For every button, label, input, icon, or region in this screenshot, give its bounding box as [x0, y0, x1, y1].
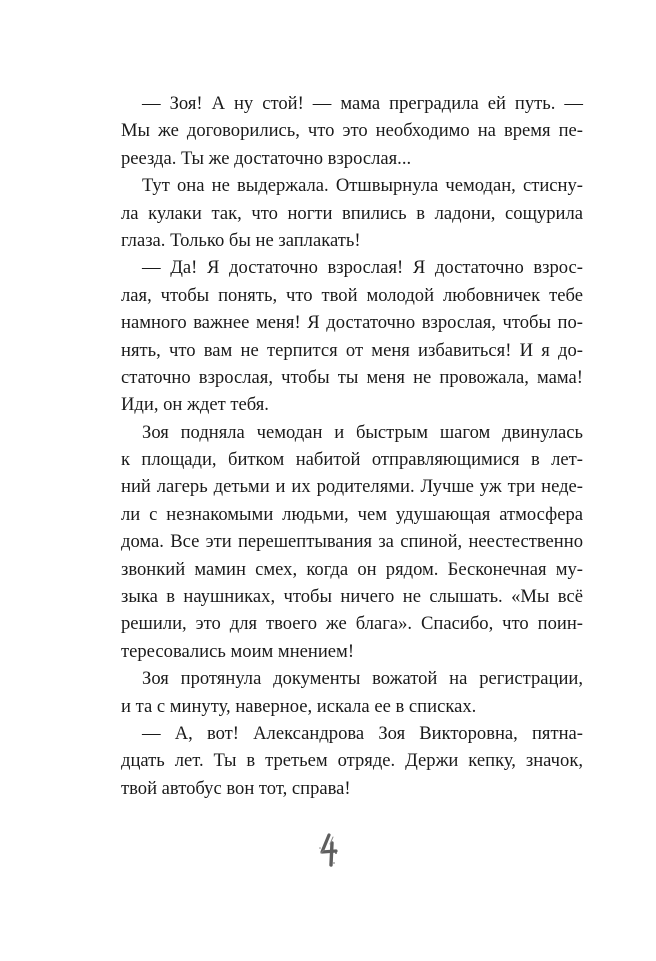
text-line: Зоя протянула документы вожатой на регистрации,: [142, 668, 583, 690]
text-line: лая, чтобы понять, что твой молодой любовничек тебе: [121, 284, 583, 306]
text-line: Иди, он ждет тебя.: [121, 394, 269, 416]
text-line: дома. Все эти перешептывания за спиной, неестественно: [121, 531, 583, 553]
text-line: решили, это для твоего же блага». Спасибо, что поин-: [121, 613, 583, 635]
text-line: — Зоя! А ну стой! — мама преградила ей путь. —: [142, 93, 583, 114]
text-line: дцать лет. Ты в третьем отряде. Держи кепку, значок,: [121, 750, 583, 772]
text-line: к площади, битком набитой отправляющимися в лет-: [121, 449, 583, 471]
text-line: Мы же договорились, что это необходимо на время пе-: [121, 120, 583, 142]
text-line: твой автобус вон тот, справа!: [121, 777, 351, 799]
text-line: тересовались моим мнением!: [121, 640, 355, 662]
text-line: реезда. Ты же достаточно взрослая...: [121, 147, 412, 169]
page-number: [300, 832, 356, 868]
text-line: ний лагерь детьми и их родителями. Лучше уж три неде-: [121, 476, 583, 498]
body-text: [121, 90, 583, 802]
text-line: Зоя подняла чемодан и быстрым шагом двинулась: [142, 421, 583, 443]
text-line: статочно взрослая, чтобы ты меня не провожала, мама!: [121, 366, 583, 388]
text-line: — Да! Я достаточно взрослая! Я достаточно взрос-: [142, 257, 583, 279]
text-line: глаза. Только бы не заплакать!: [121, 229, 361, 251]
text-line: Тут она не выдержала. Отшвырнула чемодан, стисну-: [142, 175, 583, 197]
text-line: ли с незнакомыми людьми, чем удушающая атмосфера: [121, 503, 583, 525]
text-line: — А, вот! Александрова Зоя Викторовна, пятна-: [142, 722, 583, 744]
text-line: звонкий мамин смех, когда он рядом. Бесконечная му-: [121, 558, 583, 580]
text-line: намного важнее меня! Я достаточно взрослая, чтобы по-: [121, 312, 583, 334]
text-line: нять, что вам не терпится от меня избавиться! И я до-: [121, 339, 583, 361]
text-line: и та с минуту, наверное, искала ее в списках.: [121, 695, 477, 717]
text-line: зыка в наушниках, чтобы ничего не слышать. «Мы всё: [121, 586, 583, 608]
text-line: ла кулаки так, что ногти впились в ладони, сощурила: [121, 202, 583, 224]
